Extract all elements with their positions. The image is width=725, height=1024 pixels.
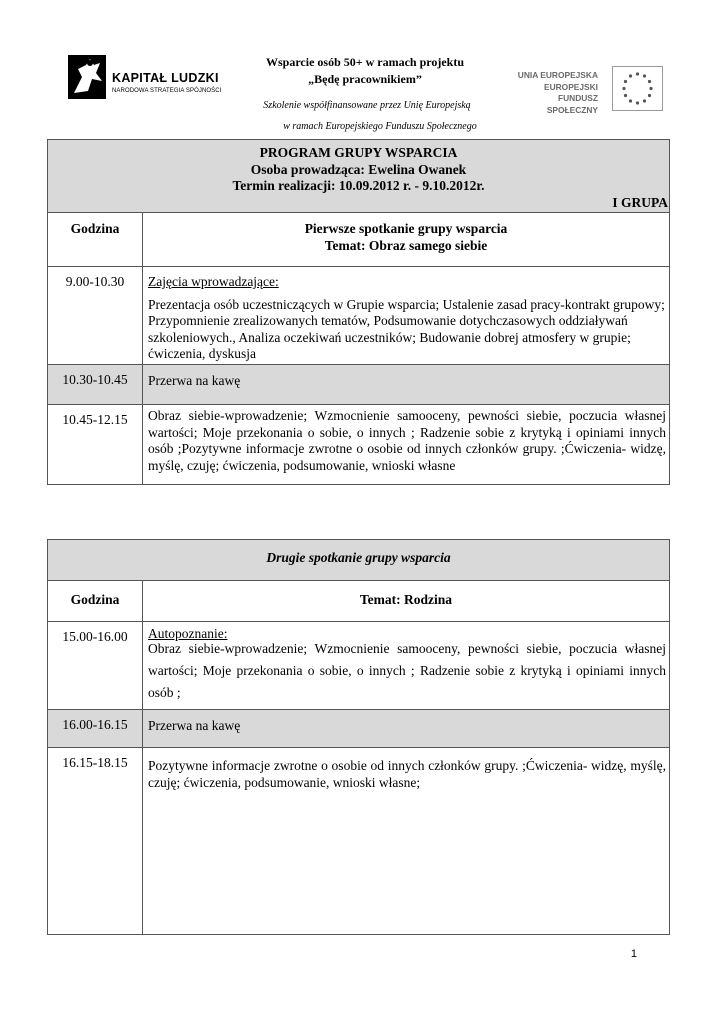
session-time: 16.15-18.15 [48,748,143,935]
eu-line2: EUROPEJSKI [544,81,598,92]
page-number: 1 [630,948,637,960]
session-description: Obraz siebie-wprowadzenie; Wzmocnienie samooceny, pewności siebie, poczucia własnej wartości; Moje przekonania o sobie, o innych ; Radzenie sobie z krytyką i opiniami innych osób ;Pozytywne informacje zwrotne o osobie od innych członków grupy. ;Ćwiczenia- widzę, myślę, czuję; ćwiczenia, podsumowanie, wnioski własne [143,405,670,485]
table-row [48,622,670,710]
project-title-line2: „Będę pracownikiem” [308,72,422,86]
table2-header-row [48,540,670,581]
table-row [48,365,670,405]
eu-flag-icon [612,66,663,111]
break-description: Przerwa na kawę [143,365,670,405]
program-table-first-meeting [47,139,670,485]
break-description: Przerwa na kawę [143,710,670,748]
eu-line1: UNIA EUROPEJSKA [517,70,598,80]
meeting-topic: Temat: Obraz samego siebie [324,237,488,253]
table2-column-header-row [48,581,670,622]
session-heading: Autopoznanie: [148,626,228,641]
table-row [48,405,670,485]
logo-title: KAPITAŁ LUDZKI [112,71,219,85]
session-description: Pozytywne informacje zwrotne o osobie od innych członków grupy. ;Ćwiczenia- widzę, myślę, czuję; ćwiczenia, podsumowanie, wnioski własne; [143,748,670,935]
eu-line3: FUNDUSZ SPOŁECZNY [546,93,598,115]
kapital-ludzki-logo [68,55,243,105]
table-row [48,748,670,935]
session-description: Prezentacja osób uczestniczących w Grupie wsparcia; Ustalenie zasad pracy-kontrakt grupowy; Przypomnienie zrealizowanych tematów, Podsumowanie dotychczasowych oddziaływań szkoleniowych., Analiza oczekiwań uczestników; Budowanie dobrej atmosfery w grupie; ćwiczenia, dyskusja [148,296,665,361]
cofinancing-line1: Szkolenie współfinansowane przez Unię Europejską [263,100,471,111]
session-time: 10.45-12.15 [48,405,143,485]
session-heading: Zajęcia wprowadzające: [148,274,279,289]
program-dates: Termin realizacji: 10.09.2012 r. - 9.10.2012r. [232,178,485,193]
cofinancing-line2: w ramach Europejskiego Funduszu Społecznego [283,121,477,132]
table-row [48,267,670,365]
table-row [48,710,670,748]
program-leader: Osoba prowadząca: Ewelina Owanek [250,161,467,177]
session-time: 9.00-10.30 [48,267,143,365]
session-time: 15.00-16.00 [48,622,143,710]
group-label: I GRUPA [612,194,669,210]
program-header-row [48,140,670,213]
program-table-second-meeting [47,539,670,935]
meeting-title: Drugie spotkanie grupy wsparcia [48,540,670,581]
break-time: 10.30-10.45 [48,365,143,405]
column-header-time: Godzina [48,213,143,267]
logo-subtitle: NARODOWA STRATEGIA SPÓJNOŚCI [112,88,222,94]
meeting-title: Pierwsze spotkanie grupy wsparcia [304,221,508,236]
project-title-line1: Wsparcie osób 50+ w ramach projektu [265,55,465,69]
program-title: PROGRAM GRUPY WSPARCIA [259,145,458,160]
table1-column-header-row [48,213,670,267]
column-header-time: Godzina [48,581,143,622]
kapital-ludzki-emblem-icon [68,55,106,99]
eu-logo-text [513,70,598,116]
break-time: 16.00-16.15 [48,710,143,748]
session-description: Obraz siebie-wprowadzenie; Wzmocnienie samooceny, pewności siebie, poczucia własnej wartości; Moje przekonania o sobie, o innych ; Radzenie sobie z krytyką i opiniami innych osób ; [148,641,666,700]
meeting-topic: Temat: Rodzina [143,581,670,622]
